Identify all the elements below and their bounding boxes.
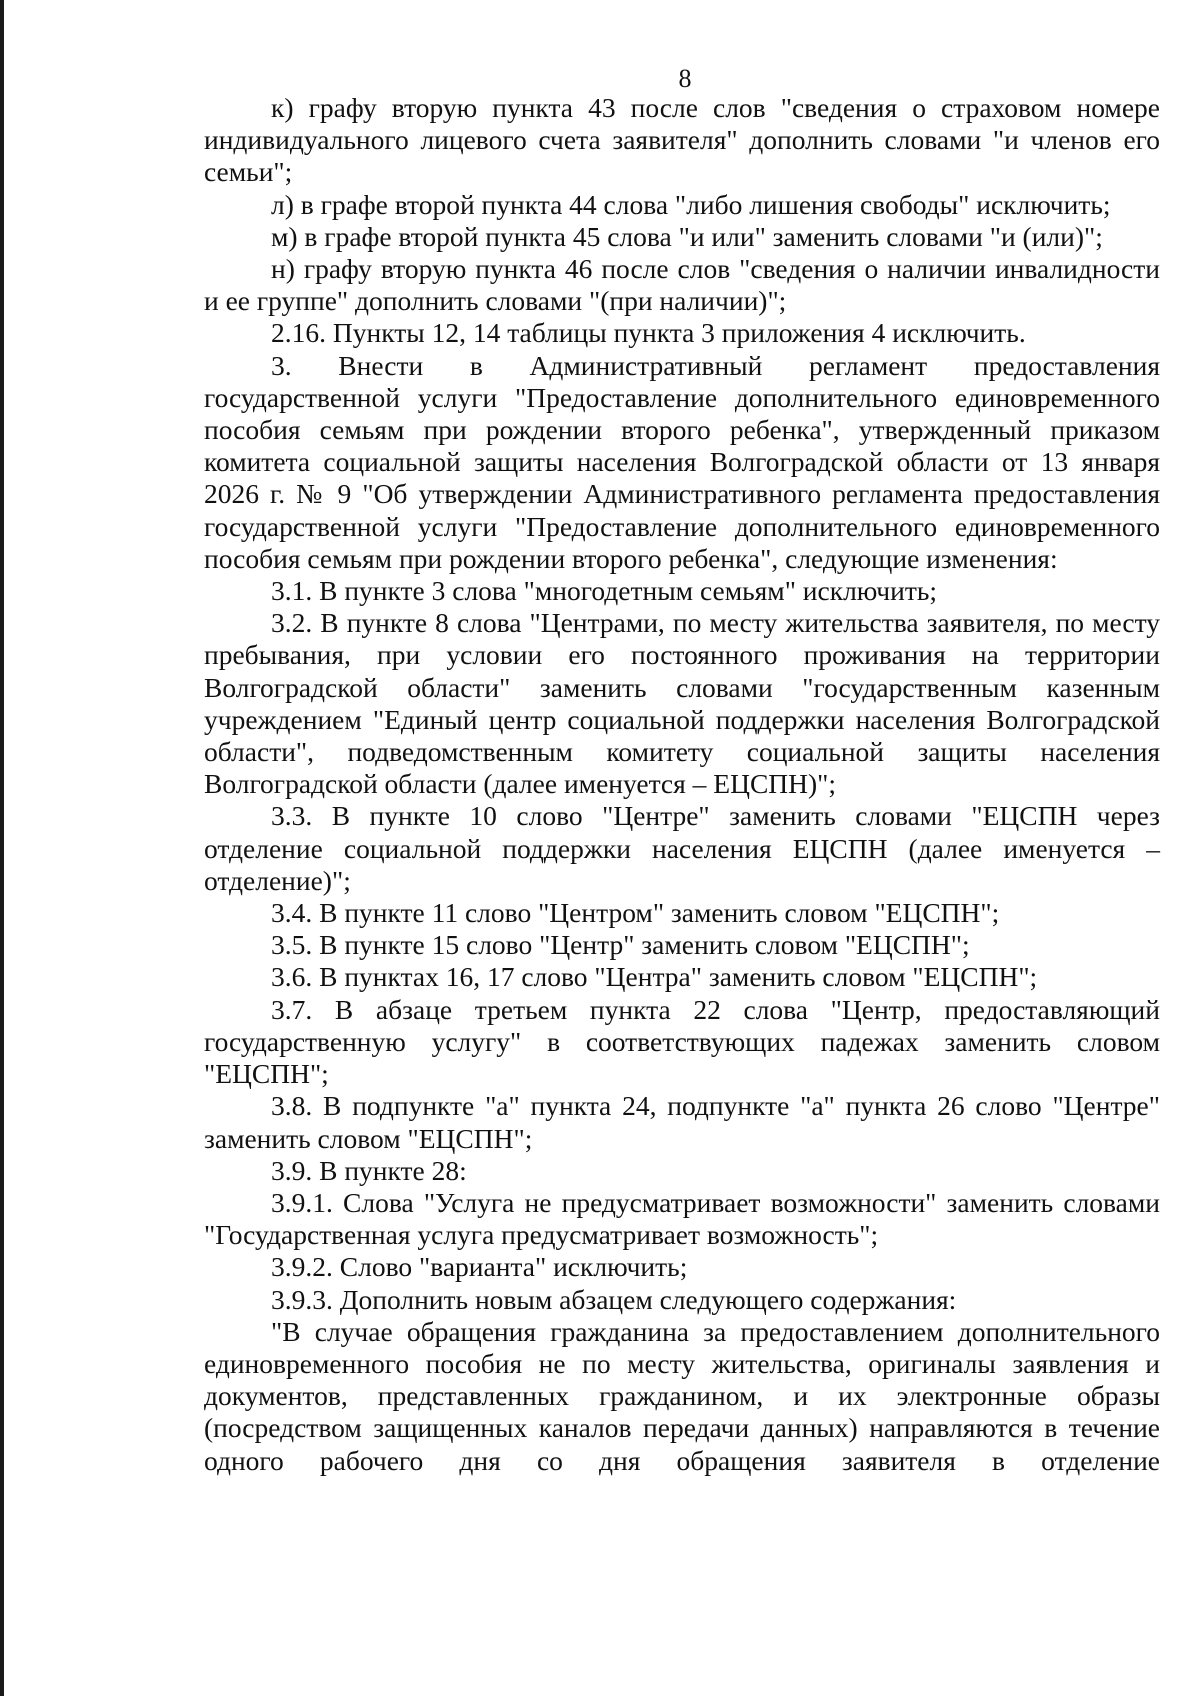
paragraph-3-1: 3.1. В пункте 3 слова "многодетным семьям" исключить;	[271, 575, 938, 607]
paragraph-3-2: 3.2. В пункте 8 слова "Центрами, по месту жительства заявителя, по месту пребывания, при условии его постоянного проживания на территории Волгоградской области" заменить словами "государственным казенным учреждением "Единый центр социальной поддержки населения Волгоградской области", подведомственным комитету социальной защиты населения Волгоградской области (далее именуется – ЕЦСПН)";	[204, 607, 1160, 800]
paragraph-quote: "В случае обращения гражданина за предоставлением дополнительного единовременного пособия не по месту жительства, оригиналы заявления и документов, представленных гражданином, и их электронные образы (посредством защищенных каналов передачи данных) направляются в течение одного рабочего дня со дня обращения заявителя в отделение	[204, 1315, 1160, 1476]
paragraph-3: 3. Внести в Административный регламент предоставления государственной услуги "Предоставление дополнительного единовременного пособия семьям при рождении второго ребенка", утвержденный приказом комитета социальной защиты населения Волгоградской области от 13 января 2026 г. № 9 "Об утверждении Административного регламента предоставления государственной услуги "Предоставление дополнительного единовременного пособия семьям при рождении второго ребенка", следующие изменения:	[204, 349, 1160, 574]
paragraph-k: к) графу вторую пункта 43 после слов "сведения о страховом номере индивидуального лицевого счета заявителя" дополнить словами "и членов его семьи";	[204, 92, 1160, 188]
paragraph-l: л) в графе второй пункта 44 слова "либо лишения свободы" исключить;	[271, 188, 1111, 220]
paragraph-m: м) в графе второй пункта 45 слова "и или" заменить словами "и (или)";	[271, 220, 1103, 252]
paragraph-3-3: 3.3. В пункте 10 слово "Центре" заменить словами "ЕЦСПН через отделение социальной поддержки населения ЕЦСПН (далее именуется – отделение)";	[204, 800, 1160, 896]
paragraph-3-9-3: 3.9.3. Дополнить новым абзацем следующего содержания:	[271, 1283, 957, 1315]
paragraph-3-6: 3.6. В пунктах 16, 17 слово "Центра" заменить словом "ЕЦСПН";	[271, 961, 1038, 993]
paragraph-3-7: 3.7. В абзаце третьем пункта 22 слова "Центр, предоставляющий государственную услугу" в соответствующих падежах заменить словом "ЕЦСПН";	[204, 993, 1160, 1090]
document-body	[204, 92, 1160, 1477]
paragraph-3-9: 3.9. В пункте 28:	[271, 1154, 467, 1186]
paragraph-3-9-1: 3.9.1. Слова "Услуга не предусматривает возможности" заменить словами "Государственная услуга предусматривает возможность";	[204, 1186, 1160, 1251]
paragraph-3-5: 3.5. В пункте 15 слово "Центр" заменить словом "ЕЦСПН";	[271, 929, 970, 961]
scan-left-edge	[0, 0, 4, 1696]
page-number: 8	[678, 64, 692, 93]
paragraph-3-4: 3.4. В пункте 11 слово "Центром" заменить словом "ЕЦСПН";	[271, 897, 1000, 929]
paragraph-3-8: 3.8. В подпункте "а" пункта 24, подпункте "а" пункта 26 слово "Центре" заменить словом "ЕЦСПН";	[204, 1090, 1160, 1154]
paragraph-n: н) графу вторую пункта 46 после слов "сведения о наличии инвалидности и ее группе" дополнить словами "(при наличии)";	[204, 253, 1160, 317]
paragraph-3-9-2: 3.9.2. Слово "варианта" исключить;	[271, 1251, 688, 1283]
paragraph-2-16: 2.16. Пункты 12, 14 таблицы пункта 3 приложения 4 исключить.	[271, 317, 1026, 349]
